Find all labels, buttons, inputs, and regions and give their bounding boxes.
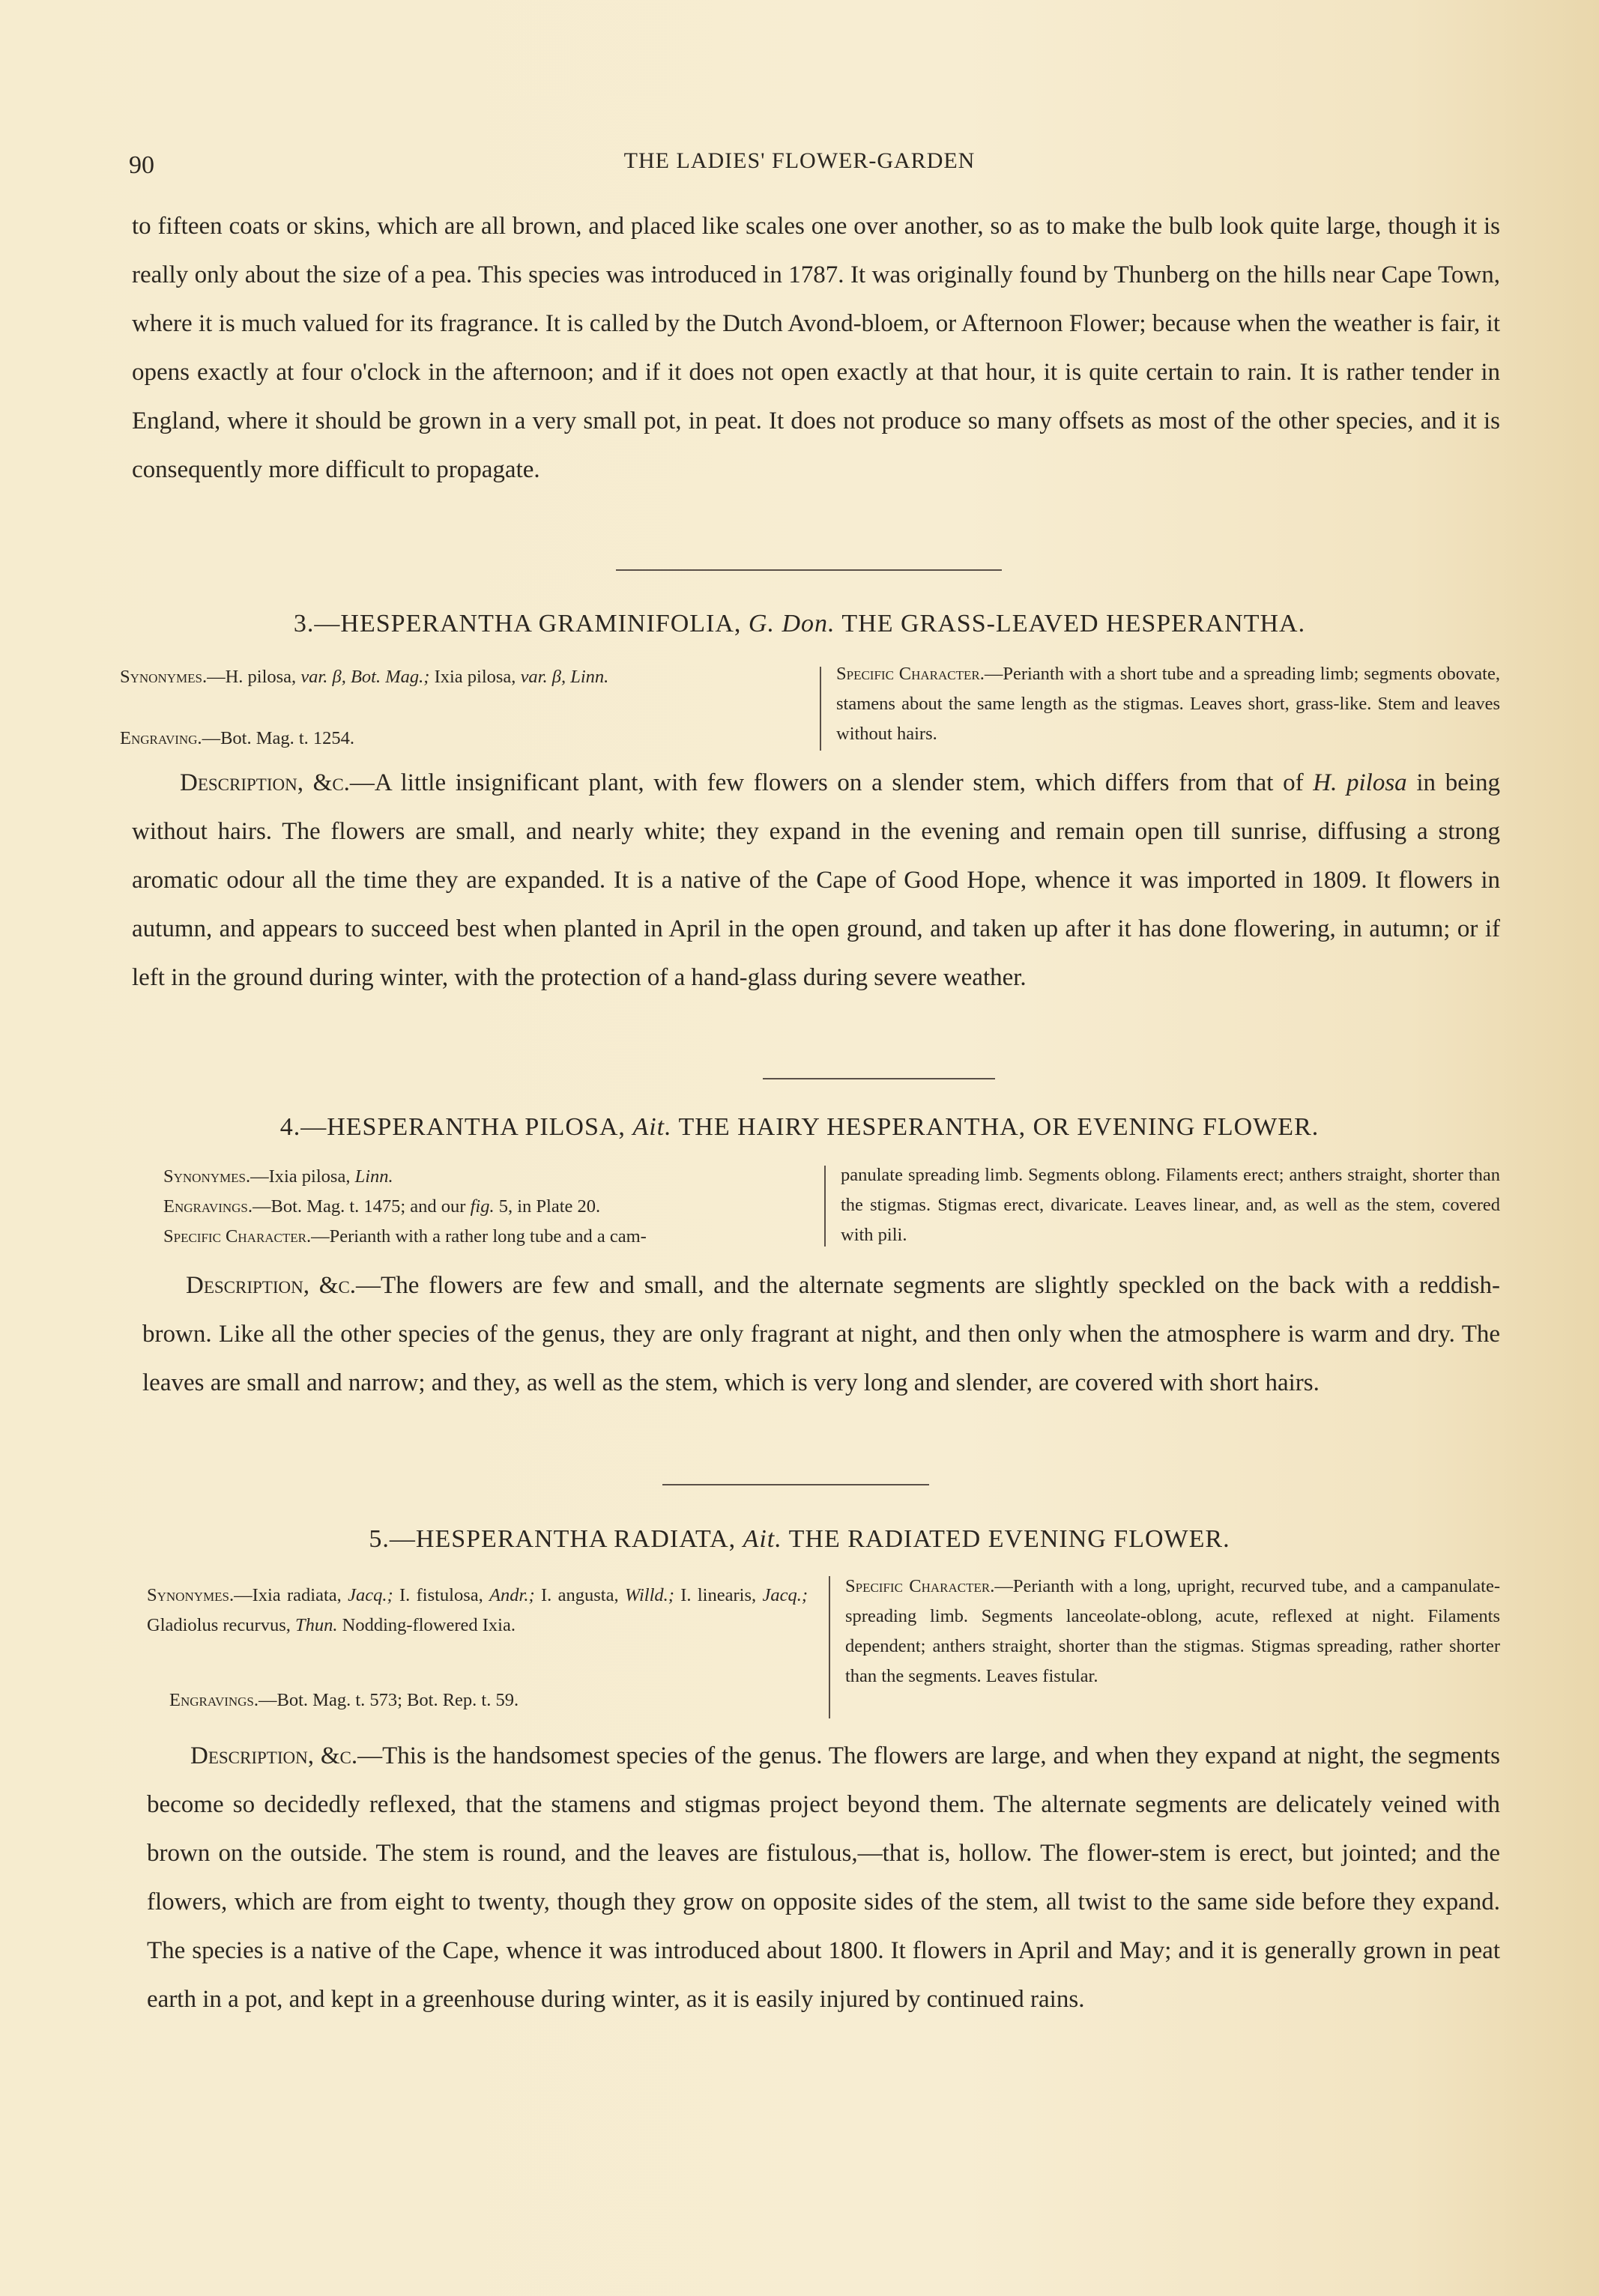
species-3-name: 3.—HESPERANTHA GRAMINIFOLIA, <box>293 610 749 637</box>
column-divider <box>829 1576 830 1718</box>
species-5-engravings: Engravings.—Bot. Mag. t. 573; Bot. Rep. t. 59. <box>169 1690 519 1710</box>
section-divider <box>616 569 1002 571</box>
intro-paragraph: to fifteen coats or skins, which are all brown, and placed like scales one over another, so as to make the bulb look quite large, though it is really only about the size of a pea. This species was introduced in 1787. It was originally found by Thunberg on the hills near Cape Town, where it is much valued for its fragrance. It is called by the Dutch Avond-bloem, or Afternoon Flower; because when the weather is fair, it opens exactly at four o'clock in the afternoon; and if it does not open exactly at that hour, it is quite certain to rain. It is rather tender in England, where it should be grown in a very small pot, in peat. It does not produce so many offsets as most of the other species, and it is consequently more difficult to propagate. <box>132 213 1500 483</box>
species-4-heading <box>0 1113 1599 1142</box>
species-3-author: G. Don. <box>748 610 835 637</box>
column-divider <box>824 1166 826 1247</box>
synonymes-label: Synonymes. <box>120 667 208 687</box>
species-4-synonymes: Synonymes.—Ixia pilosa, Linn. <box>163 1166 393 1187</box>
species-4-author: Ait. <box>632 1113 672 1141</box>
specific-character-label: Specific Character. <box>836 664 985 684</box>
species-5-name: 5.—HESPERANTHA RADIATA, <box>369 1525 743 1553</box>
species-4-common-name: THE HAIRY HESPERANTHA, OR EVENING FLOWER. <box>671 1113 1320 1141</box>
running-head: THE LADIES' FLOWER-GARDEN <box>623 148 976 173</box>
species-3-specific-character: Specific Character.—Perianth with a short tube and a spreading limb; segments obovate, stamens about the same length as the stigmas. Leaves short, grass-like. Stem and leaves without hairs. <box>836 664 1500 744</box>
column-divider <box>820 667 821 751</box>
section-divider <box>763 1078 995 1079</box>
species-4-engravings: Engravings.—Bot. Mag. t. 1475; and our fig. 5, in Plate 20. <box>163 1196 601 1217</box>
description-label: Description, &c. <box>180 769 350 796</box>
species-3-heading <box>0 610 1599 638</box>
species-5-synonymes: Synonymes.—Ixia radiata, Jacq.; I. fistulosa, Andr.; I. angusta, Willd.; I. linearis, Jacq.; Gladiolus recurvus, Thun. Nodding-flowered Ixia. <box>147 1585 808 1635</box>
species-4-name: 4.—HESPERANTHA PILOSA, <box>279 1113 633 1141</box>
species-4-specific-character-cont: panulate spreading limb. Segments oblong. Filaments erect; anthers straight, shorter than the stigmas. Stigmas erect, divaricate. Leaves linear, and, as well as the stem, covered with pili. <box>841 1165 1500 1245</box>
species-5-heading <box>0 1525 1599 1554</box>
species-5-author: Ait. <box>743 1525 782 1553</box>
species-5-common-name: THE RADIATED EVENING FLOWER. <box>782 1525 1230 1553</box>
engraving-label: Engraving. <box>120 728 202 748</box>
page-number: 90 <box>129 151 154 179</box>
species-4-description: Description, &c.—The flowers are few and small, and the alternate segments are slightly speckled on the back with a reddish-brown. Like all the other species of the genus, they are only fragrant at night, and then only when the atmosphere is warm and dry. The leaves are small and narrow; and they, as well as the stem, which is very long and slender, are covered with short hairs. <box>142 1272 1500 1396</box>
species-4-specific-character-start: Specific Character.—Perianth with a rather long tube and a cam- <box>163 1226 647 1247</box>
species-5-specific-character: Specific Character.—Perianth with a long, upright, recurved tube, and a campanulate-spreading limb. Segments lanceolate-oblong, acute, reflexed at night. Filaments dependent; anthers straight, shorter than the stigmas. Stigmas spreading, rather shorter than the segments. Leaves fistular. <box>845 1576 1500 1686</box>
species-3-engraving: Engraving.—Bot. Mag. t. 1254. <box>120 728 355 748</box>
species-5-description: Description, &c.—This is the handsomest species of the genus. The flowers are large, and when they expand at night, the segments become so decidedly reflexed, that the stamens and stigmas project beyond them. The alternate segments are delicately veined with brown on the outside. The stem is round, and the leaves are fistulous,—that is, hollow. The flower-stem is erect, but jointed; and the flowers, which are from eight to twenty, though they grow on opposite sides of the stem, all twist to the same side before they expand. The species is a native of the Cape, whence it was introduced about 1800. It flowers in April and May; and it is generally grown in peat earth in a pot, and kept in a greenhouse during winter, as it is easily injured by continued rains. <box>147 1742 1500 2013</box>
species-3-synonymes: Synonymes.—H. pilosa, var. β, Bot. Mag.; Ixia pilosa, var. β, Linn. <box>120 667 609 687</box>
section-divider <box>662 1484 929 1485</box>
species-3-common-name: THE GRASS-LEAVED HESPERANTHA. <box>835 610 1306 637</box>
species-3-description: Description, &c.—A little insignificant plant, with few flowers on a slender stem, which differs from that of H. pilosa in being without hairs. The flowers are small, and nearly white; they expand in the evening and remain open till sunrise, diffusing a strong aromatic odour all the time they are expanded. It is a native of the Cape of Good Hope, whence it was imported in 1809. It flowers in autumn, and appears to succeed best when planted in April in the open ground, and taken up after it has done flowering, in autumn; or if left in the ground during winter, with the protection of a hand-glass during severe weather. <box>132 769 1501 991</box>
